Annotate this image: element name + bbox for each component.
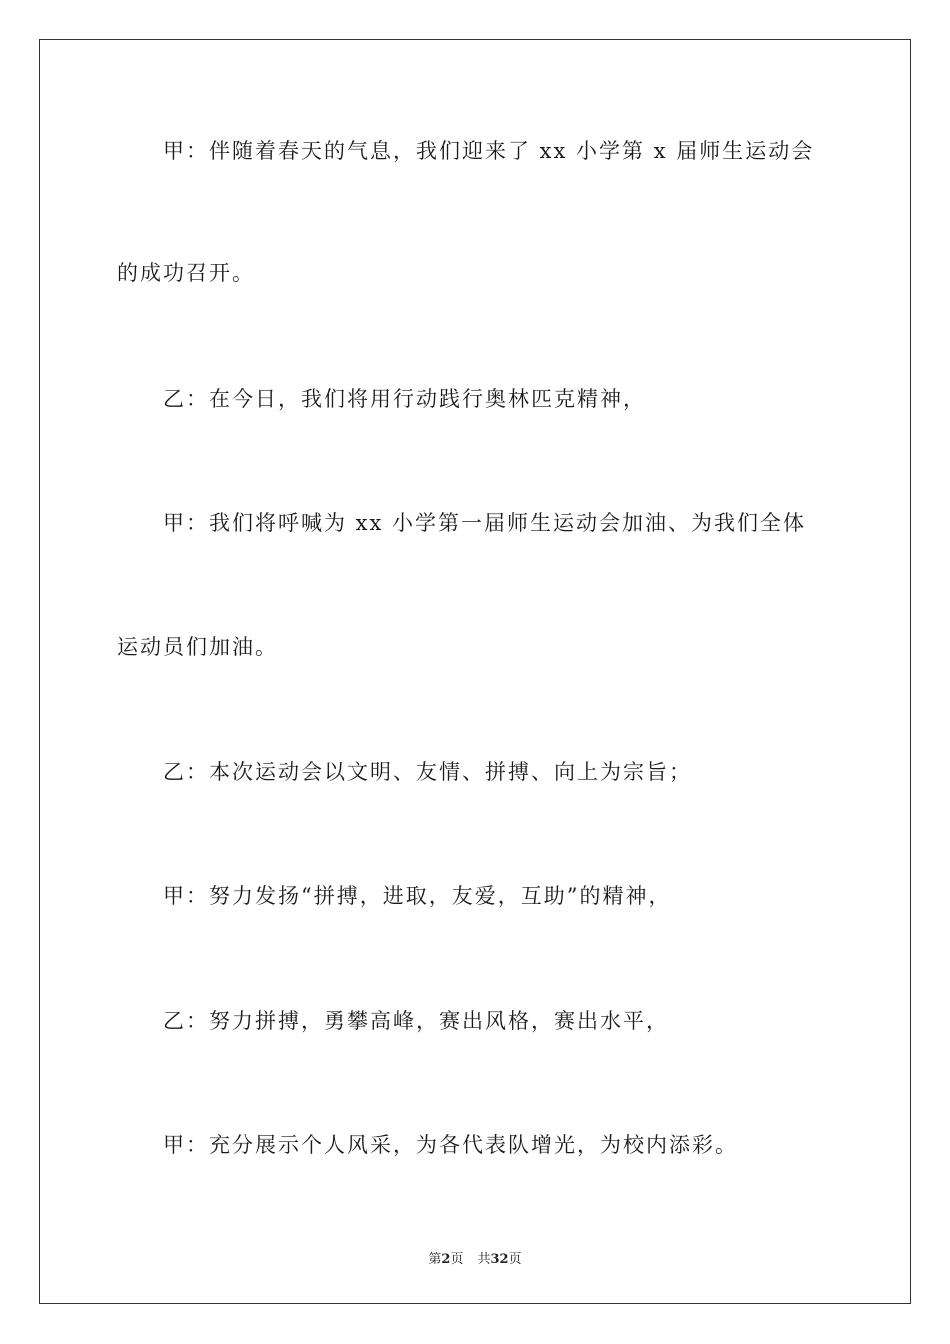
paragraph-line-9: 甲：充分展示个人风采，为各代表队增光，为校内添彩。 [117,1133,738,1157]
page-border [39,39,911,1304]
paragraph-line-8: 乙：努力拼搏，勇攀高峰，赛出风格，赛出水平， [117,1009,669,1033]
footer-page-suffix: 页 [450,1252,464,1267]
footer-page-prefix: 第 [428,1252,442,1267]
paragraph-line-3: 乙：在今日，我们将用行动践行奥林匹克精神， [117,387,646,411]
footer-page-total: 32 [490,1252,509,1267]
footer-total-prefix: 共 [477,1252,491,1267]
footer-page-current: 2 [441,1252,451,1267]
paragraph-line-2: 的成功召开。 [117,261,255,285]
paragraph-line-7: 甲：努力发扬“拼搏，进取，友爱，互助”的精神， [117,884,672,908]
footer-total-suffix: 页 [508,1252,522,1267]
paragraph-line-5: 运动员们加油。 [117,635,278,659]
paragraph-line-1: 甲：伴随着春天的气息，我们迎来了 xx 小学第 x 届师生运动会 [117,139,815,163]
paragraph-line-6: 乙：本次运动会以文明、友情、拼搏、向上为宗旨； [117,760,692,784]
paragraph-line-4: 甲：我们将呼喊为 xx 小学第一届师生运动会加油、为我们全体 [117,511,807,535]
page-footer [0,1248,950,1267]
